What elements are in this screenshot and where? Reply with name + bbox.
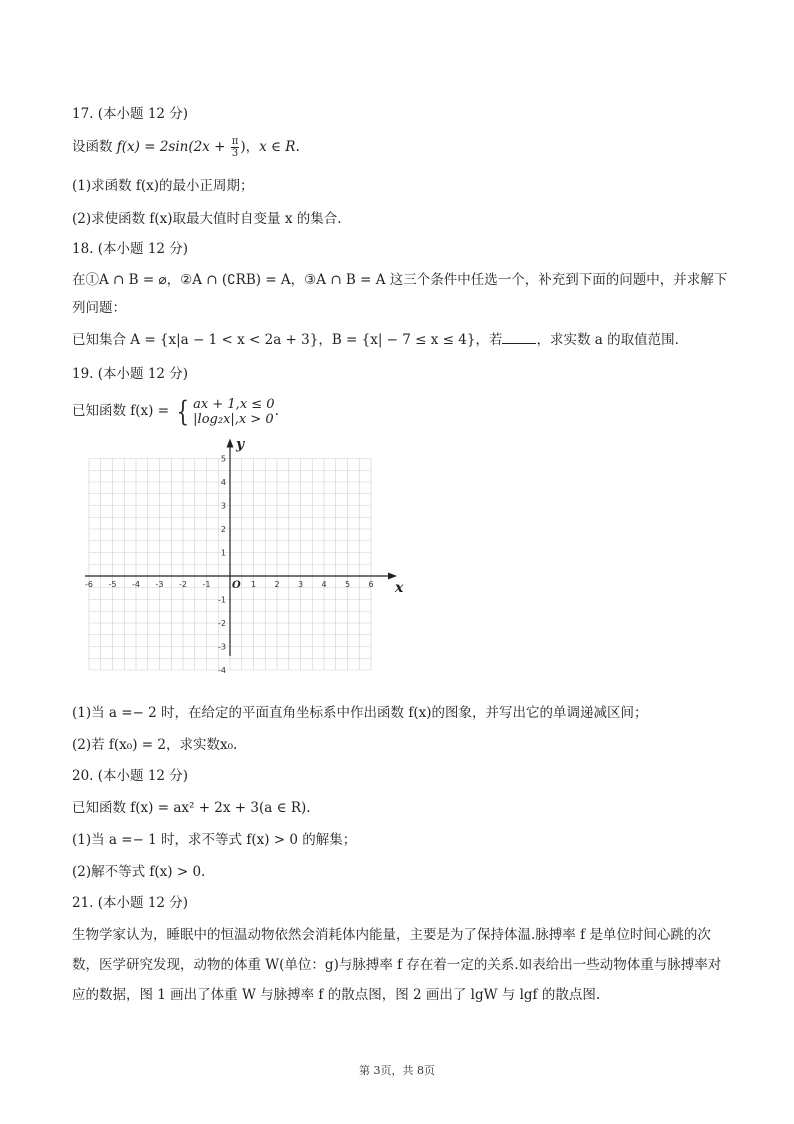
- y-tick-label: -2: [218, 619, 226, 628]
- x-tick-label: 4: [321, 580, 327, 589]
- problem-20-part-1: (1)当 a =− 1 时，求不等式 f(x) > 0 的解集；: [72, 832, 357, 848]
- problem-18-header: 18. (本小题 12 分): [72, 241, 189, 257]
- problem-19-part-2: (2)若 f(x₀) = 2，求实数x₀.: [72, 737, 238, 753]
- problem-19-part-1: (1)当 a =− 2 时，在给定的平面直角坐标系中作出函数 f(x)的图象，并写出它的单调递减区间；: [72, 705, 648, 721]
- x-tick-label: -2: [179, 580, 187, 589]
- problem-18-stem-line-2: 列问题：: [72, 300, 126, 316]
- problem-18-stem-line-3: 已知集合 A = {x|a − 1 < x < 2a + 3}，B = {x| − 7 ≤ x ≤ 4}，若 ，求实数 a 的取值范围.: [72, 332, 679, 348]
- y-tick-label: -1: [218, 595, 226, 605]
- answer-blank: [502, 331, 536, 344]
- pi-over-3-fraction: $\frac{\pi}{3}$: [231, 136, 239, 159]
- x-tick-label: -3: [155, 580, 164, 589]
- problem-19-header: 19. (本小题 12 分): [72, 366, 189, 382]
- y-tick-label: 5: [220, 454, 226, 464]
- problem-18-stem-line-1: 在①A ∩ B = ⌀，②A ∩ (∁RB) = A，③A ∩ B = A 这三个条件中任选一个，补充到下面的问题中，并求解下: [72, 272, 728, 288]
- piecewise-brace: {: [177, 394, 190, 428]
- origin-label: O: [232, 580, 241, 591]
- x-tick-label: 5: [344, 580, 351, 589]
- page-footer: 第 3页，共 8页: [359, 1064, 435, 1077]
- coordinate-grid: [72, 436, 404, 690]
- x-tick-label: 1: [250, 580, 257, 589]
- x-tick-label: -1: [202, 580, 211, 589]
- problem-20-header: 20. (本小题 12 分): [72, 768, 189, 784]
- problem-19-stem: 已知函数 f(x) = { ax + 1,x ≤ 0 |log₂x|,x > 0 .: [72, 394, 279, 428]
- x-tick-label: 6: [368, 580, 374, 589]
- x-tick-label: -5: [108, 580, 117, 589]
- x-tick-label: -6: [85, 580, 93, 589]
- y-tick-label: -4: [218, 666, 226, 675]
- x-tick-label: 3: [297, 580, 304, 589]
- y-tick-label: 4: [220, 478, 226, 487]
- y-tick-label: 2: [220, 525, 226, 534]
- y-tick-label: 1: [220, 548, 226, 558]
- problem-17-stem: 设函数 f(x) = 2sin(2x + $\frac{\pi}{3}$ )，x ∈ R.: [72, 136, 300, 159]
- problem-21-header: 21. (本小题 12 分): [72, 895, 189, 911]
- problem-17-header: 17. (本小题 12 分): [72, 106, 189, 122]
- x-axis-label: x: [395, 580, 404, 596]
- problem-17-part-1: (1)求函数 f(x)的最小正周期；: [72, 178, 254, 194]
- y-axis-arrow: [227, 439, 234, 448]
- problem-20-part-2: (2)解不等式 f(x) > 0.: [72, 864, 206, 880]
- x-tick-label: 2: [274, 580, 280, 589]
- y-tick-label: -3: [218, 642, 226, 652]
- y-tick-label: 3: [220, 501, 226, 511]
- piecewise-cases: ax + 1,x ≤ 0 |log₂x|,x > 0: [193, 396, 275, 427]
- y-axis-label: y: [236, 436, 245, 453]
- x-tick-label: -4: [132, 580, 140, 589]
- problem-20-stem: 已知函数 f(x) = ax² + 2x + 3(a ∈ R).: [72, 800, 311, 816]
- problem-17-part-2: (2)求使函数 f(x)取最大值时自变量 x 的集合.: [72, 211, 342, 227]
- problem-21-stem: 生物学家认为，睡眠中的恒温动物依然会消耗体内能量，主要是为了保持体温.脉搏率 f 是单位时间心跳的次数，医学研究发现，动物的体重 W(单位：g)与脉搏率 f 存在着一定的关系.如表给出一些动物体重与脉搏率对应的数据，图 1 画出了体重 W 与脉搏率 f 的散点图，图 2 画出了 lgW 与 lgf 的散点图.: [72, 927, 722, 1003]
- x-axis-arrow: [388, 573, 397, 580]
